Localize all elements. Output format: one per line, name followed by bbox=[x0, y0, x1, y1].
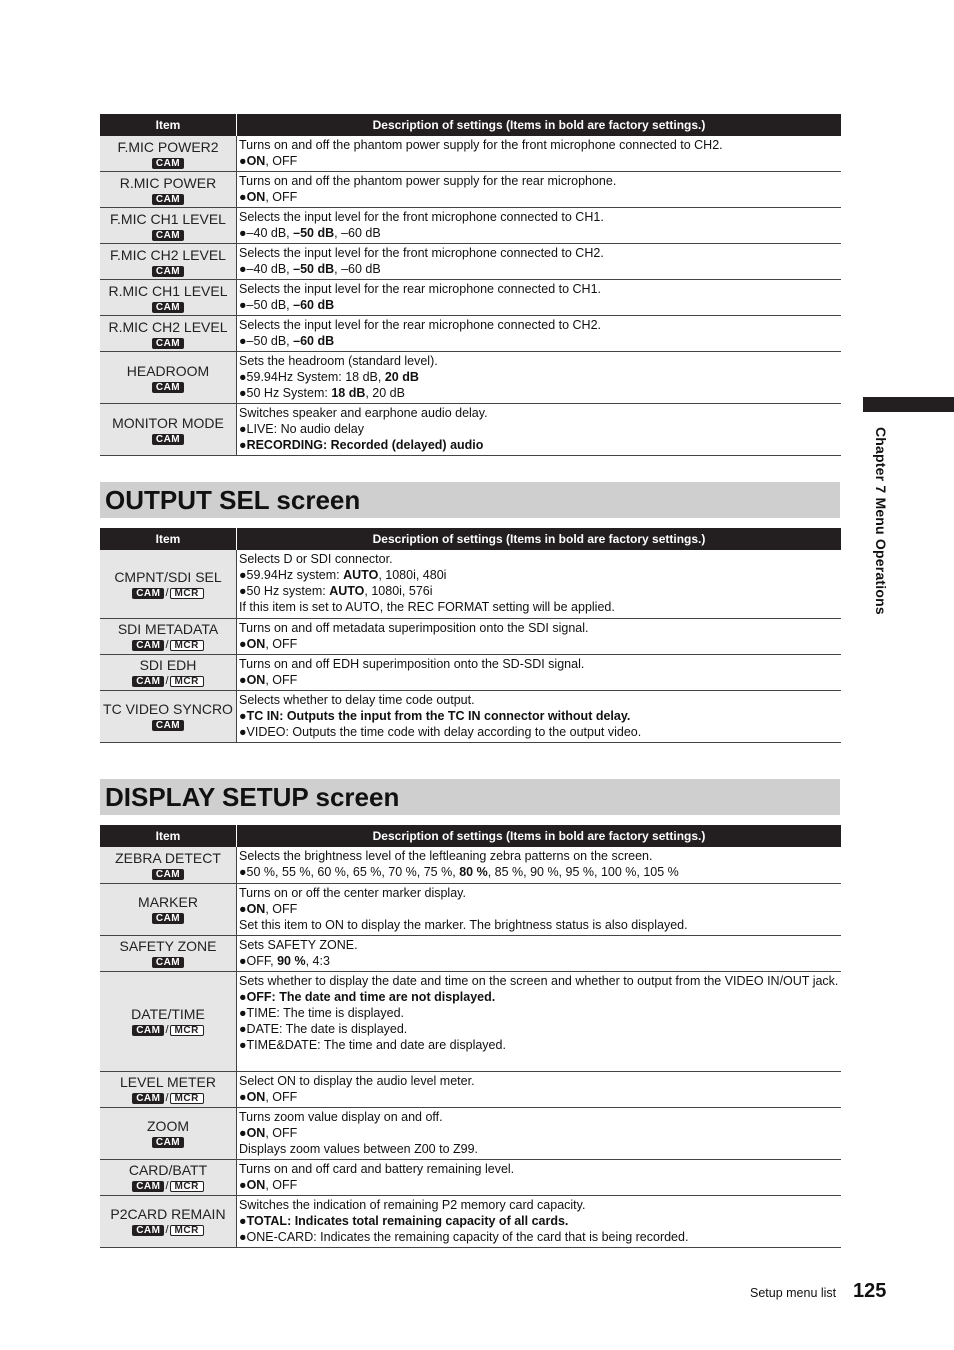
mcr-mode-badge: MCR bbox=[170, 588, 204, 599]
description-line bbox=[239, 297, 839, 313]
description-line bbox=[239, 937, 839, 953]
column-header-item: Item bbox=[100, 528, 237, 550]
badge-separator: / bbox=[165, 1224, 169, 1236]
factory-setting-text: AUTO bbox=[343, 568, 379, 582]
mode-badges bbox=[100, 264, 236, 277]
description-line bbox=[239, 864, 839, 880]
item-cell bbox=[100, 690, 237, 742]
description-line bbox=[239, 1161, 839, 1177]
mcr-mode-badge: MCR bbox=[170, 640, 204, 651]
description-text: , OFF bbox=[265, 636, 298, 651]
description-text: Displays zoom values between Z00 to Z99. bbox=[239, 1141, 479, 1156]
footer-section-label: Setup menu list bbox=[750, 1286, 837, 1300]
description-text: Selects D or SDI connector. bbox=[239, 552, 393, 566]
factory-setting-text: ON bbox=[246, 190, 266, 204]
description-line bbox=[239, 1141, 839, 1157]
mode-badges bbox=[100, 718, 236, 731]
description-text: Sets whether to display the date and time on the screen and whether to output from the VIDEO IN/OUT jack. bbox=[239, 973, 839, 988]
mode-badges bbox=[100, 380, 236, 393]
mode-badges bbox=[100, 192, 236, 205]
item-cell bbox=[100, 935, 237, 971]
description-text: , –60 dB bbox=[334, 226, 381, 240]
description-line bbox=[239, 953, 839, 969]
item-cell bbox=[100, 244, 237, 280]
description-text: ●50 Hz System: bbox=[239, 386, 332, 400]
description-cell bbox=[237, 1071, 842, 1107]
description-cell bbox=[237, 136, 842, 172]
mode-badges bbox=[100, 156, 236, 169]
description-text: Selects the input level for the rear microphone connected to CH1. bbox=[239, 282, 602, 296]
description-line bbox=[239, 1073, 839, 1089]
table-header-row bbox=[100, 825, 841, 847]
table-row bbox=[100, 1195, 841, 1247]
cam-mode-badge: CAM bbox=[152, 194, 184, 205]
item-name: HEADROOM bbox=[126, 362, 210, 379]
description-cell bbox=[237, 1159, 842, 1195]
column-header-description: Description of settings (Items in bold are factory settings.) bbox=[237, 528, 842, 550]
mode-badges bbox=[100, 432, 236, 445]
description-text: , OFF bbox=[265, 1177, 298, 1192]
table-header-row bbox=[100, 528, 841, 550]
item-cell bbox=[100, 172, 237, 208]
table-row bbox=[100, 1071, 841, 1107]
description-cell bbox=[237, 935, 842, 971]
description-text: ●–40 dB, bbox=[239, 262, 294, 276]
table-row bbox=[100, 550, 841, 618]
description-text: ● bbox=[239, 672, 247, 687]
description-text: , OFF bbox=[265, 1089, 298, 1104]
item-cell bbox=[100, 352, 237, 404]
settings-table bbox=[100, 528, 841, 743]
cam-mode-badge: CAM bbox=[132, 1025, 164, 1036]
description-line bbox=[239, 153, 839, 169]
mode-badges bbox=[100, 911, 236, 924]
description-text: If this item is set to AUTO, the REC FORMAT setting will be applied. bbox=[239, 600, 615, 614]
item-name: R.MIC CH2 LEVEL bbox=[108, 318, 228, 335]
item-name: P2CARD REMAIN bbox=[110, 1206, 226, 1222]
description-text: , 1080i, 480i bbox=[378, 568, 447, 582]
description-cell bbox=[237, 404, 842, 456]
column-header-item: Item bbox=[100, 114, 237, 136]
table-row bbox=[100, 172, 841, 208]
cam-mode-badge: CAM bbox=[152, 1137, 184, 1148]
description-line bbox=[239, 708, 839, 724]
item-cell bbox=[100, 883, 237, 935]
display-setup-block bbox=[100, 825, 841, 1248]
cam-mode-badge: CAM bbox=[152, 720, 184, 731]
description-cell bbox=[237, 316, 842, 352]
description-line bbox=[239, 848, 839, 864]
output-sel-block bbox=[100, 528, 841, 743]
description-text: ●50 Hz system: bbox=[239, 584, 330, 598]
cam-mode-badge: CAM bbox=[132, 1181, 164, 1192]
factory-setting-text: 20 dB bbox=[384, 370, 419, 384]
cam-mode-badge: CAM bbox=[152, 957, 184, 968]
item-cell bbox=[100, 1159, 237, 1195]
description-text: ●59.94Hz System: 18 dB, bbox=[239, 370, 385, 384]
description-line bbox=[239, 137, 839, 153]
description-cell bbox=[237, 1107, 842, 1159]
mode-badges bbox=[100, 674, 236, 687]
mode-badges bbox=[100, 955, 236, 968]
item-cell bbox=[100, 847, 237, 883]
description-line bbox=[239, 724, 839, 740]
description-line bbox=[239, 1089, 839, 1105]
description-line bbox=[239, 385, 839, 401]
item-cell bbox=[100, 136, 237, 172]
item-name: R.MIC CH1 LEVEL bbox=[108, 282, 228, 299]
item-name: ZOOM bbox=[147, 1118, 189, 1134]
description-line bbox=[239, 437, 839, 453]
mode-badges bbox=[100, 1135, 236, 1148]
description-text: ● bbox=[239, 636, 247, 651]
factory-setting-text: TOTAL: Indicates total remaining capacity of all cards. bbox=[246, 1213, 569, 1228]
description-line bbox=[239, 281, 839, 297]
cam-mode-badge: CAM bbox=[132, 1093, 164, 1104]
item-name: SDI METADATA bbox=[117, 621, 219, 637]
item-name: R.MIC POWER bbox=[119, 174, 217, 191]
description-text: ●–40 dB, bbox=[239, 226, 294, 240]
description-text: ●–50 dB, bbox=[239, 298, 294, 312]
description-text: Switches speaker and earphone audio delay. bbox=[239, 406, 488, 420]
cam-mode-badge: CAM bbox=[152, 158, 184, 169]
description-line bbox=[239, 901, 839, 917]
item-cell bbox=[100, 208, 237, 244]
description-cell bbox=[237, 550, 842, 618]
description-text: Switches the indication of remaining P2 memory card capacity. bbox=[239, 1197, 586, 1212]
table-row bbox=[100, 847, 841, 883]
description-cell bbox=[237, 971, 842, 1071]
item-name: MARKER bbox=[138, 894, 198, 910]
description-text: Turns on and off card and battery remaining level. bbox=[239, 1161, 515, 1176]
description-line bbox=[239, 1177, 839, 1193]
section-title: OUTPUT SEL screen bbox=[105, 485, 361, 515]
table-row bbox=[100, 1159, 841, 1195]
table-row bbox=[100, 208, 841, 244]
factory-setting-text: ON bbox=[246, 672, 266, 687]
description-text: ● bbox=[239, 1089, 247, 1104]
factory-setting-text: ON bbox=[246, 1177, 266, 1192]
description-text: Turns zoom value display on and off. bbox=[239, 1109, 443, 1124]
description-text: ●TIME&DATE: The time and date are displayed. bbox=[239, 1037, 506, 1052]
description-text: Turns on and off the phantom power supply for the rear microphone. bbox=[239, 174, 617, 188]
description-text: ●–50 dB, bbox=[239, 334, 294, 348]
badge-separator: / bbox=[165, 639, 169, 651]
mode-badges bbox=[100, 1023, 236, 1036]
item-name: SDI EDH bbox=[139, 657, 197, 673]
description-cell bbox=[237, 847, 842, 883]
description-line bbox=[239, 551, 839, 567]
cam-mode-badge: CAM bbox=[152, 266, 184, 277]
description-line bbox=[239, 1037, 839, 1053]
item-name: F.MIC CH2 LEVEL bbox=[110, 246, 226, 263]
factory-setting-text: TC IN: Outputs the input from the TC IN connector without delay. bbox=[246, 708, 631, 723]
audio-settings-block bbox=[100, 114, 841, 456]
description-text: Selects the input level for the front microphone connected to CH1. bbox=[239, 210, 604, 224]
description-line bbox=[239, 692, 839, 708]
description-cell bbox=[237, 172, 842, 208]
item-name: SAFETY ZONE bbox=[119, 938, 217, 954]
table-row bbox=[100, 654, 841, 690]
item-name: MONITOR MODE bbox=[112, 414, 224, 431]
mcr-mode-badge: MCR bbox=[170, 1025, 204, 1036]
factory-setting-text: 80 % bbox=[459, 865, 488, 879]
factory-setting-text: –60 dB bbox=[293, 334, 335, 348]
item-name: ZEBRA DETECT bbox=[115, 849, 221, 866]
table-row bbox=[100, 316, 841, 352]
description-text: Selects whether to delay time code output. bbox=[239, 692, 475, 707]
factory-setting-text: –50 dB bbox=[293, 262, 335, 276]
cam-mode-badge: CAM bbox=[132, 676, 164, 687]
mcr-mode-badge: MCR bbox=[170, 1225, 204, 1236]
table-row bbox=[100, 1107, 841, 1159]
description-text: ●ONE-CARD: Indicates the remaining capacity of the card that is being recorded. bbox=[239, 1229, 689, 1244]
item-name: CMPNT/SDI SEL bbox=[114, 568, 222, 585]
item-cell bbox=[100, 654, 237, 690]
description-text: Selects the input level for the front microphone connected to CH2. bbox=[239, 246, 604, 260]
description-text: ● bbox=[239, 154, 247, 168]
description-line bbox=[239, 421, 839, 437]
description-text: , OFF bbox=[265, 672, 298, 687]
item-cell bbox=[100, 618, 237, 654]
item-cell bbox=[100, 1195, 237, 1247]
description-cell bbox=[237, 654, 842, 690]
table-row bbox=[100, 352, 841, 404]
description-text: ● bbox=[239, 989, 247, 1004]
chapter-label: Chapter 7 Menu Operations bbox=[873, 427, 889, 615]
description-text: Select ON to display the audio level meter. bbox=[239, 1073, 475, 1088]
cam-mode-badge: CAM bbox=[132, 1225, 164, 1236]
description-line bbox=[239, 173, 839, 189]
description-line bbox=[239, 1021, 839, 1037]
mode-badges bbox=[100, 867, 236, 880]
description-text: ●OFF, bbox=[239, 953, 278, 968]
table-row bbox=[100, 618, 841, 654]
description-line bbox=[239, 1005, 839, 1021]
description-cell bbox=[237, 618, 842, 654]
description-line bbox=[239, 369, 839, 385]
description-line bbox=[239, 225, 839, 241]
cam-mode-badge: CAM bbox=[152, 302, 184, 313]
description-text: ● bbox=[239, 190, 247, 204]
description-text: Selects the brightness level of the leftleaning zebra patterns on the screen. bbox=[239, 849, 653, 863]
mode-badges bbox=[100, 586, 236, 599]
factory-setting-text: RECORDING: Recorded (delayed) audio bbox=[246, 438, 484, 452]
description-text: Turns on and off EDH superimposition onto the SD-SDI signal. bbox=[239, 656, 585, 671]
cam-mode-badge: CAM bbox=[152, 869, 184, 880]
description-text: , OFF bbox=[265, 154, 298, 168]
item-cell bbox=[100, 1107, 237, 1159]
factory-setting-text: –50 dB bbox=[293, 226, 335, 240]
factory-setting-text: ON bbox=[246, 1089, 266, 1104]
item-name: LEVEL METER bbox=[120, 1074, 216, 1090]
description-cell bbox=[237, 883, 842, 935]
description-text: Sets the headroom (standard level). bbox=[239, 354, 438, 368]
description-text: ● bbox=[239, 438, 247, 452]
description-text: , OFF bbox=[265, 901, 298, 916]
section-heading-output-sel bbox=[100, 482, 840, 518]
badge-separator: / bbox=[165, 1180, 169, 1192]
description-cell bbox=[237, 280, 842, 316]
table-row bbox=[100, 244, 841, 280]
column-header-description: Description of settings (Items in bold are factory settings.) bbox=[237, 114, 842, 136]
item-cell bbox=[100, 971, 237, 1071]
description-text: ● bbox=[239, 1125, 247, 1140]
factory-setting-text: ON bbox=[246, 901, 266, 916]
description-text: ● bbox=[239, 901, 247, 916]
description-cell bbox=[237, 352, 842, 404]
description-line bbox=[239, 973, 839, 989]
table-row bbox=[100, 883, 841, 935]
mode-badges bbox=[100, 228, 236, 241]
description-line bbox=[239, 245, 839, 261]
description-text: ●DATE: The date is displayed. bbox=[239, 1021, 408, 1036]
table-header-row bbox=[100, 114, 841, 136]
mode-badges bbox=[100, 1179, 236, 1192]
description-line bbox=[239, 1213, 839, 1229]
factory-setting-text: ON bbox=[246, 154, 266, 168]
factory-setting-text: 18 dB bbox=[331, 386, 366, 400]
description-line bbox=[239, 885, 839, 901]
cam-mode-badge: CAM bbox=[152, 338, 184, 349]
chapter-tab-marker bbox=[863, 397, 954, 412]
mode-badges bbox=[100, 1223, 236, 1236]
settings-table bbox=[100, 825, 841, 1248]
table-row bbox=[100, 136, 841, 172]
description-line bbox=[239, 261, 839, 277]
item-cell bbox=[100, 1071, 237, 1107]
item-name: DATE/TIME bbox=[131, 1006, 205, 1022]
section-title: DISPLAY SETUP screen bbox=[105, 782, 400, 812]
description-line bbox=[239, 189, 839, 205]
description-line bbox=[239, 209, 839, 225]
cam-mode-badge: CAM bbox=[152, 913, 184, 924]
mcr-mode-badge: MCR bbox=[170, 1093, 204, 1104]
description-line bbox=[239, 672, 839, 688]
description-text: , 1080i, 576i bbox=[364, 584, 433, 598]
description-line bbox=[239, 1125, 839, 1141]
description-text: ● bbox=[239, 1213, 247, 1228]
description-text: , 20 dB bbox=[365, 386, 405, 400]
description-line bbox=[239, 583, 839, 599]
cam-mode-badge: CAM bbox=[132, 640, 164, 651]
description-text: , OFF bbox=[265, 1125, 298, 1140]
description-text: , 4:3 bbox=[305, 953, 330, 968]
mode-badges bbox=[100, 300, 236, 313]
description-line bbox=[239, 636, 839, 652]
table-row bbox=[100, 690, 841, 742]
mode-badges bbox=[100, 1091, 236, 1104]
item-cell bbox=[100, 404, 237, 456]
mcr-mode-badge: MCR bbox=[170, 676, 204, 687]
description-text: Sets SAFETY ZONE. bbox=[239, 937, 358, 952]
factory-setting-text: 90 % bbox=[277, 953, 306, 968]
table-row bbox=[100, 280, 841, 316]
item-cell bbox=[100, 550, 237, 618]
description-line bbox=[239, 405, 839, 421]
description-text: Turns on and off metadata superimposition onto the SDI signal. bbox=[239, 620, 589, 635]
description-text: , OFF bbox=[265, 190, 298, 204]
cam-mode-badge: CAM bbox=[132, 588, 164, 599]
cam-mode-badge: CAM bbox=[152, 434, 184, 445]
page-number: 125 bbox=[853, 1280, 887, 1302]
description-line bbox=[239, 353, 839, 369]
badge-separator: / bbox=[165, 1024, 169, 1036]
settings-table bbox=[100, 114, 841, 456]
description-text: ●TIME: The time is displayed. bbox=[239, 1005, 405, 1020]
description-line bbox=[239, 1109, 839, 1125]
description-text: ● bbox=[239, 708, 247, 723]
description-text: ●50 %, 55 %, 60 %, 65 %, 70 %, 75 %, bbox=[239, 865, 460, 879]
table-row bbox=[100, 404, 841, 456]
item-cell bbox=[100, 280, 237, 316]
description-text: ● bbox=[239, 1177, 247, 1192]
description-line bbox=[239, 1229, 839, 1245]
description-line bbox=[239, 317, 839, 333]
table-row bbox=[100, 935, 841, 971]
badge-separator: / bbox=[165, 586, 169, 599]
mode-badges bbox=[100, 638, 236, 651]
description-line bbox=[239, 333, 839, 349]
description-text: Turns on or off the center marker display. bbox=[239, 885, 466, 900]
description-cell bbox=[237, 244, 842, 280]
description-line bbox=[239, 989, 839, 1005]
section-heading-display-setup bbox=[100, 779, 840, 815]
item-cell bbox=[100, 316, 237, 352]
description-cell bbox=[237, 208, 842, 244]
factory-setting-text: ON bbox=[246, 636, 266, 651]
description-text: ●LIVE: No audio delay bbox=[239, 422, 364, 436]
factory-setting-text: –60 dB bbox=[293, 298, 335, 312]
item-name: TC VIDEO SYNCRO bbox=[103, 701, 233, 717]
description-text: Set this item to ON to display the marker. The brightness status is also displayed. bbox=[239, 917, 688, 932]
table-row bbox=[100, 971, 841, 1071]
description-cell bbox=[237, 1195, 842, 1247]
description-line bbox=[239, 599, 839, 615]
description-text: ●VIDEO: Outputs the time code with delay according to the output video. bbox=[239, 724, 642, 739]
description-text: Turns on and off the phantom power supply for the front microphone connected to CH2. bbox=[239, 138, 723, 152]
description-cell bbox=[237, 690, 842, 742]
factory-setting-text: AUTO bbox=[329, 584, 365, 598]
description-text: , –60 dB bbox=[334, 262, 381, 276]
column-header-item: Item bbox=[100, 825, 237, 847]
item-name: F.MIC POWER2 bbox=[117, 138, 219, 155]
description-line bbox=[239, 1197, 839, 1213]
description-line bbox=[239, 656, 839, 672]
badge-separator: / bbox=[165, 1092, 169, 1104]
badge-separator: / bbox=[165, 675, 169, 687]
description-line bbox=[239, 620, 839, 636]
factory-setting-text: ON bbox=[246, 1125, 266, 1140]
description-line bbox=[239, 917, 839, 933]
mcr-mode-badge: MCR bbox=[170, 1181, 204, 1192]
cam-mode-badge: CAM bbox=[152, 230, 184, 241]
column-header-description: Description of settings (Items in bold are factory settings.) bbox=[237, 825, 842, 847]
item-name: F.MIC CH1 LEVEL bbox=[110, 210, 226, 227]
item-name: CARD/BATT bbox=[128, 1162, 208, 1178]
factory-setting-text: OFF: The date and time are not displayed. bbox=[246, 989, 496, 1004]
description-text: ●59.94Hz system: bbox=[239, 568, 344, 582]
cam-mode-badge: CAM bbox=[152, 382, 184, 393]
description-text: Selects the input level for the rear microphone connected to CH2. bbox=[239, 318, 602, 332]
description-line bbox=[239, 567, 839, 583]
mode-badges bbox=[100, 336, 236, 349]
description-text: , 85 %, 90 %, 95 %, 100 %, 105 % bbox=[487, 865, 679, 879]
